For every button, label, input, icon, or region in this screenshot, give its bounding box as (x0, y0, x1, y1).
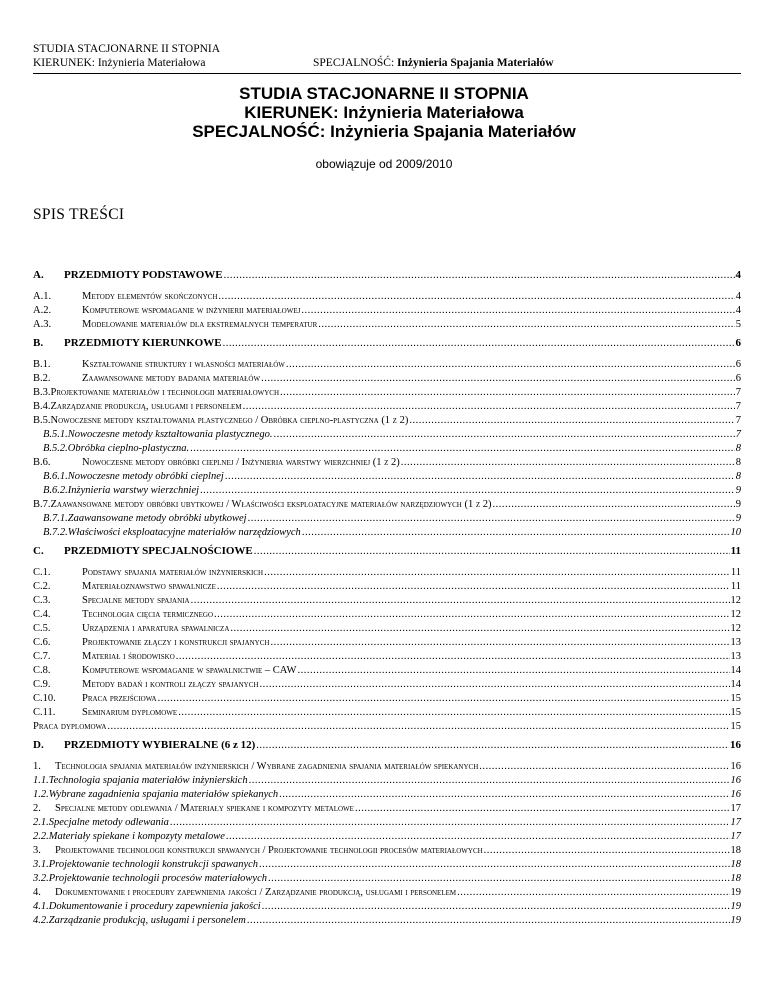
toc-entry-page: 15 (730, 693, 741, 704)
toc-leader-dots (176, 650, 730, 664)
toc-entry-title: PRZEDMIOTY SPECJALNOŚCIOWE (64, 545, 253, 557)
toc-entry-number: B.7.2. (43, 527, 68, 538)
toc-entry-page: 13 (730, 651, 741, 662)
toc-leader-dots (247, 914, 730, 928)
toc-entry[interactable] (33, 872, 741, 886)
toc-entry-number: C.8. (33, 665, 51, 676)
toc-entry-title: Specjalne metody spajania (82, 595, 190, 606)
toc-entry-title: Właściwości eksploatacyjne materiałów narzędziowych (67, 527, 301, 538)
toc-entry-number: 2. (33, 803, 41, 814)
toc-entry[interactable] (33, 650, 741, 664)
toc-entry[interactable] (33, 844, 741, 858)
toc-entry-page: 16 (730, 761, 741, 772)
toc-entry-page: 17 (730, 831, 741, 842)
toc-entry-number: C.9. (33, 679, 51, 690)
toc-leader-dots (280, 386, 735, 400)
toc-entry-page: 17 (730, 803, 741, 814)
toc-entry-number: A. (33, 269, 44, 281)
toc-entry[interactable] (33, 622, 741, 636)
toc-entry-title: Projektowanie technologii konstrukcji spawanych / Projektowanie technologii procesów materiałowych (55, 845, 483, 856)
toc-leader-dots (484, 844, 730, 858)
toc-entry-number: A.2. (33, 305, 52, 316)
toc-entry-number: B.6.1. (43, 471, 68, 482)
toc-entry-page: 8 (735, 471, 741, 482)
toc-leader-dots (457, 886, 729, 900)
toc-entry[interactable] (33, 400, 741, 414)
header-specialization-value: Inżynieria Spajania Materiałów (397, 57, 554, 69)
toc-entry[interactable] (33, 566, 741, 580)
toc-entry-title: Zaawansowane metody obróbki ubytkowej / Właściwości eksploatacyjne materiałów narzędziowych (1 z 2) (50, 499, 492, 510)
toc-entry-page: 6 (735, 359, 741, 370)
toc-entry-page: 7 (735, 387, 741, 398)
title-field: KIERUNEK: Inżynieria Materiałowa (244, 103, 524, 122)
toc-entry-title: Projektowanie technologii konstrukcji spawanych (48, 859, 259, 870)
toc-entry-title: Zaawansowane metody obróbki ubytkowej (67, 513, 247, 524)
toc-leader-dots (355, 802, 730, 816)
toc-entry-title: Technologia cięcia termicznego (82, 609, 214, 620)
toc-entry[interactable] (33, 372, 741, 386)
toc-entry-title: Komputerowe wspomaganie w spawalnictwie – CAW (82, 665, 297, 676)
toc-entry-number: B.7. (33, 499, 51, 510)
toc-entry-page: 18 (730, 873, 741, 884)
toc-entry-number: B.1. (33, 359, 51, 370)
toc-entry[interactable] (33, 414, 741, 428)
toc-entry[interactable] (33, 816, 741, 830)
toc-entry[interactable] (33, 830, 741, 844)
toc-entry-number: C.10. (33, 693, 56, 704)
toc-entry-page: 16 (730, 739, 741, 751)
toc-entry-number: 4. (33, 887, 41, 898)
toc-entry-number: 3.1. (33, 859, 49, 870)
toc-entry-page: 4 (735, 305, 741, 316)
toc-entry-title: Dokumentowanie i procedury zapewnienia jakości (48, 901, 261, 912)
toc-entry-number: 1.1. (33, 775, 49, 786)
toc-entry[interactable] (33, 336, 741, 350)
toc-leader-dots (254, 545, 730, 559)
toc-entry-page: 19 (730, 915, 741, 926)
toc-leader-dots (302, 526, 730, 540)
page-header (33, 38, 741, 74)
toc-entry-title: Kształtowanie struktury i własności materiałów (82, 359, 285, 370)
toc-entry-page: 12 (730, 609, 741, 620)
toc-entry-title: Nowoczesne metody obróbki cieplnej / Inżynieria warstwy wierzchniej (1 z 2) (82, 457, 400, 468)
toc-entry-number: B.5. (33, 415, 51, 426)
toc-entry-number: 3.2. (33, 873, 49, 884)
title-specialization: SPECJALNOŚĆ: Inżynieria Spajania Materiałów (192, 122, 576, 141)
toc-entry-number: B.5.2. (43, 443, 68, 454)
toc-entry-page: 18 (730, 859, 741, 870)
toc-entry[interactable] (33, 290, 741, 304)
header-study-level: STUDIA STACJONARNE II STOPNIA (33, 43, 221, 55)
toc-leader-dots (274, 428, 735, 442)
toc-leader-dots (243, 400, 735, 414)
toc-entry-title: Nowoczesne metody kształtowania plastycznego. (67, 429, 273, 440)
toc-entry-page: 5 (735, 319, 741, 330)
toc-entry-page: 17 (730, 817, 741, 828)
toc-entry-number: 2.2. (33, 831, 49, 842)
toc-entry-title: Komputerowe wspomaganie w inżynierii materiałowej (82, 305, 301, 316)
toc-entry-number: 4.1. (33, 901, 49, 912)
toc-leader-dots (248, 512, 735, 526)
toc-entry[interactable] (33, 526, 741, 540)
toc-entry-number: B.2. (33, 373, 51, 384)
toc-entry-number: C.1. (33, 567, 51, 578)
toc-entry-page: 12 (730, 595, 741, 606)
toc-entry[interactable] (33, 498, 741, 512)
toc-entry-page: 19 (730, 887, 741, 898)
toc-entry-title: Materiał i środowisko (82, 651, 175, 662)
toc-entry-page: 9 (735, 513, 741, 524)
toc-entry-page: 19 (730, 901, 741, 912)
toc-entry-page: 16 (730, 789, 741, 800)
toc-entry-page: 4 (735, 291, 741, 302)
toc-entry[interactable] (33, 268, 741, 282)
toc-entry-title: Praca przejściowa (82, 693, 157, 704)
toc-entry-number: C.3. (33, 595, 51, 606)
toc-entry-number: B.4. (33, 401, 51, 412)
toc-entry-number: C.7. (33, 651, 51, 662)
toc-leader-dots (256, 739, 729, 753)
toc-leader-dots (259, 858, 729, 872)
toc-entry-title: Technologia spajania materiałów inżynierskich (48, 775, 248, 786)
toc-heading: SPIS TREŚCI (33, 206, 125, 223)
toc-entry-title: Specjalne metody odlewania / Materiały spiekane i kompozyty metalowe (55, 803, 354, 814)
toc-entry-page: 7 (735, 429, 741, 440)
toc-leader-dots (479, 760, 729, 774)
toc-entry-title: PRZEDMIOTY WYBIERALNE (6 z 12) (64, 739, 256, 751)
header-specialization (313, 56, 554, 70)
toc-entry-title: Materiałoznawstwo spawalnicze (82, 581, 216, 592)
toc-entry-number: C. (33, 545, 44, 557)
toc-entry[interactable] (33, 886, 741, 900)
toc-entry-page: 9 (735, 485, 741, 496)
toc-entry-title: Modelowanie materiałów dla ekstremalnych temperatur (82, 319, 318, 330)
toc-entry[interactable] (33, 858, 741, 872)
toc-entry-title: Technologia spajania materiałów inżynierskich / Wybrane zagadnienia spajania materiałów spiekanych (55, 761, 479, 772)
toc-entry[interactable] (33, 580, 741, 594)
toc-entry[interactable] (33, 428, 741, 442)
toc-entry[interactable] (33, 678, 741, 692)
toc-entry-title: Projektowanie materiałów i technologii materiałowych (50, 387, 280, 398)
toc-entry-title: Metody elementów skończonych (82, 291, 218, 302)
toc-entry[interactable] (33, 594, 741, 608)
toc-leader-dots (217, 580, 730, 594)
toc-entry-page: 12 (730, 623, 741, 634)
header-field: KIERUNEK: Inżynieria Materiałowa (33, 57, 206, 69)
toc-leader-dots (107, 720, 729, 734)
toc-leader-dots (178, 706, 729, 720)
toc-leader-dots (214, 608, 729, 622)
toc-entry-number: B. (33, 337, 44, 349)
toc-entry[interactable] (33, 720, 741, 734)
toc-entry[interactable] (33, 760, 741, 774)
toc-entry-page: 8 (735, 457, 741, 468)
toc-entry-title: Metody badań i kontroli złączy spajanych (82, 679, 259, 690)
toc-entry-title: Zarządzanie produkcją, usługami i personelem (50, 401, 242, 412)
toc-entry[interactable] (33, 692, 741, 706)
toc-entry[interactable] (33, 738, 741, 752)
toc-entry[interactable] (33, 318, 741, 332)
toc-leader-dots (261, 372, 735, 386)
toc-entry[interactable] (33, 484, 741, 498)
toc-entry-number: B.7.1. (43, 513, 68, 524)
toc-entry-number: 2.1. (33, 817, 49, 828)
toc-entry-page: 9 (735, 499, 741, 510)
toc-entry-number: B.3. (33, 387, 51, 398)
toc-entry-number: B.6.2. (43, 485, 68, 496)
toc-entry-title: PRZEDMIOTY KIERUNKOWE (64, 337, 222, 349)
toc-entry-page: 14 (730, 679, 741, 690)
toc-leader-dots (264, 566, 730, 580)
toc-entry-page: 6 (735, 373, 741, 384)
toc-leader-dots (268, 872, 730, 886)
toc-leader-dots (225, 470, 735, 484)
toc-entry-title: Urządzenia i aparatura spawalnicza (82, 623, 230, 634)
toc-leader-dots (200, 484, 735, 498)
toc-leader-dots (286, 358, 735, 372)
toc-entry-number: 1. (33, 761, 41, 772)
toc-entry-number: C.5. (33, 623, 51, 634)
toc-leader-dots (318, 318, 734, 332)
toc-entry[interactable] (33, 470, 741, 484)
toc-entry-number: C.6. (33, 637, 51, 648)
toc-entry[interactable] (33, 636, 741, 650)
toc-entry[interactable] (33, 544, 741, 558)
toc-entry-title: Praca dyplomowa (33, 721, 107, 732)
toc-entry-number: B.6. (33, 457, 51, 468)
toc-entry-title: Wybrane zagadnienia spajania materiałów spiekanych (48, 789, 279, 800)
valid-from: obowiązuje od 2009/2010 (315, 157, 453, 171)
toc-leader-dots (223, 337, 735, 351)
toc-entry-number: C.11. (33, 707, 56, 718)
toc-leader-dots (279, 788, 729, 802)
toc-entry-title: Nowoczesne metody kształtowania plastycznego / Obróbka cieplno-plastyczna (1 z 2) (50, 415, 409, 426)
toc-entry-title: Nowoczesne metody obróbki cieplnej (67, 471, 224, 482)
toc-entry-number: 1.2. (33, 789, 49, 800)
toc-entry-page: 6 (735, 337, 741, 349)
toc-entry-number: C.4. (33, 609, 51, 620)
toc-entry-title: Projektowanie technologii procesów materiałowych (48, 873, 267, 884)
toc-entry-number: 3. (33, 845, 41, 856)
toc-leader-dots (297, 664, 729, 678)
toc-leader-dots (259, 678, 729, 692)
toc-leader-dots (301, 304, 734, 318)
toc-entry[interactable] (33, 802, 741, 816)
toc-entry-number: A.3. (33, 319, 52, 330)
toc-entry[interactable] (33, 386, 741, 400)
toc-entry-title: Inżynieria warstwy wierzchniej (67, 485, 200, 496)
toc-entry-page: 18 (730, 845, 741, 856)
toc-entry-page: 11 (730, 567, 741, 578)
toc-leader-dots (409, 414, 734, 428)
toc-entry-number: A.1. (33, 291, 52, 302)
toc-entry[interactable] (33, 512, 741, 526)
toc-leader-dots (230, 622, 729, 636)
toc-leader-dots (170, 816, 730, 830)
toc-entry-title: Specjalne metody odlewania (48, 817, 169, 828)
toc-leader-dots (218, 290, 734, 304)
document-title (0, 84, 768, 141)
toc-entry-title: Projektowanie złączy i konstrukcji spajanych (82, 637, 270, 648)
toc-entry[interactable] (33, 788, 741, 802)
toc-entry-title: Seminarium dyplomowe (82, 707, 178, 718)
toc-entry-page: 16 (730, 775, 741, 786)
toc-leader-dots (190, 442, 735, 456)
toc-entry[interactable] (33, 358, 741, 372)
toc-leader-dots (191, 594, 730, 608)
toc-entry-page: 7 (735, 415, 741, 426)
toc-entry[interactable] (33, 774, 741, 788)
toc-entry-page: 14 (730, 665, 741, 676)
toc-entry-page: 8 (735, 443, 741, 454)
toc-leader-dots (249, 774, 730, 788)
toc-entry-page: 13 (730, 637, 741, 648)
toc-entry-page: 11 (730, 545, 741, 557)
toc-leader-dots (158, 692, 730, 706)
toc-entry-page: 11 (730, 581, 741, 592)
toc-entry-title: Obróbka cieplno-plastyczna. (67, 443, 190, 454)
toc-entry[interactable] (33, 914, 741, 928)
toc-entry-number: B.5.1. (43, 429, 68, 440)
toc-entry-page: 15 (730, 707, 741, 718)
toc-entry[interactable] (33, 706, 741, 720)
toc-entry-title: Dokumentowanie i procedury zapewnienia jakości / Zarządzanie produkcją, usługami i personelem (55, 887, 457, 898)
toc-entry-number: 4.2. (33, 915, 49, 926)
toc-entry[interactable] (33, 456, 741, 470)
toc-leader-dots (262, 900, 730, 914)
toc-entry-page: 7 (735, 401, 741, 412)
toc-leader-dots (270, 636, 729, 650)
toc-entry-title: Materiały spiekane i kompozyty metalowe (48, 831, 225, 842)
toc-entry-number: D. (33, 739, 44, 751)
toc-leader-dots (226, 830, 730, 844)
toc-entry[interactable] (33, 608, 741, 622)
toc-entry[interactable] (33, 304, 741, 318)
toc-entry-number: C.2. (33, 581, 51, 592)
toc-entry-page: 10 (730, 527, 741, 538)
title-study-level: STUDIA STACJONARNE II STOPNIA (239, 84, 529, 103)
toc-leader-dots (224, 269, 735, 283)
toc-entry-title: Zaawansowane metody badania materiałów (82, 373, 261, 384)
toc-entry-page: 4 (735, 269, 741, 281)
toc-entry-title: Zarządzanie produkcją, usługami i personelem (48, 915, 246, 926)
toc-leader-dots (401, 456, 735, 470)
toc-entry[interactable] (33, 900, 741, 914)
header-specialization-label: SPECJALNOŚĆ: (313, 57, 398, 69)
toc-entry-title: PRZEDMIOTY PODSTAWOWE (64, 269, 223, 281)
toc-leader-dots (493, 498, 735, 512)
toc-entry[interactable] (33, 664, 741, 678)
toc-entry-title: Podstawy spajania materiałów inżynierskich (82, 567, 264, 578)
toc-entry-page: 15 (730, 721, 741, 732)
toc-entry[interactable] (33, 442, 741, 456)
